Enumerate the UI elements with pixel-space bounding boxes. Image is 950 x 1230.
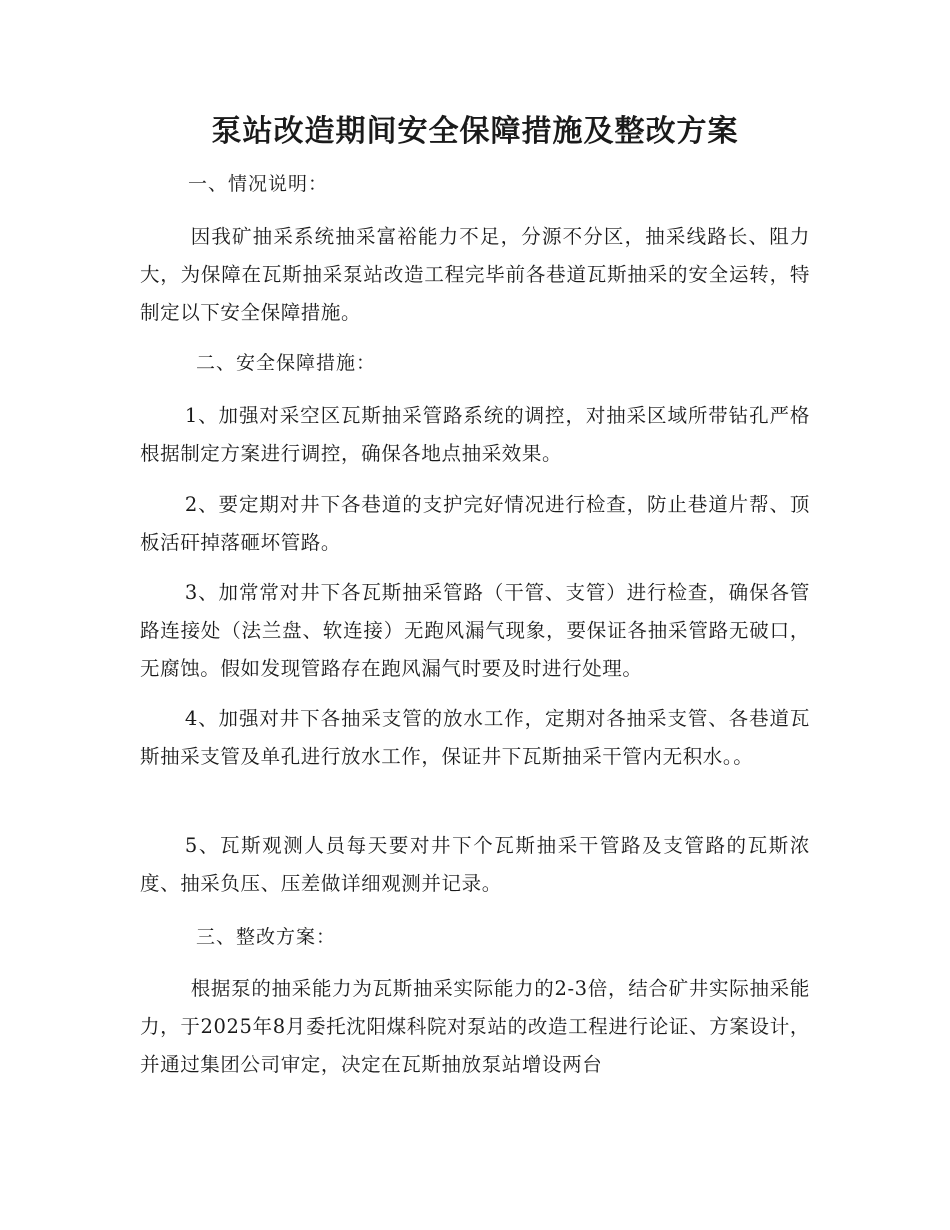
section-heading-situation: 一、情况说明： bbox=[188, 173, 329, 195]
measure-item-4: 4、加强对井下各抽采支管的放水工作，定期对各抽采支管、各巷道瓦斯抽采支管及单孔进行放水工作，保证井下瓦斯抽采干管内无积水。。 bbox=[140, 707, 810, 768]
situation-paragraph: 因我矿抽采系统抽采富裕能力不足，分源不分区，抽采线路长、阻力大，为保障在瓦斯抽采泵站改造工程完毕前各巷道瓦斯抽采的安全运转，特制定以下安全保障措施。 bbox=[140, 225, 810, 324]
rectification-paragraph: 根据泵的抽采能力为瓦斯抽采实际能力的2-3倍，结合矿井实际抽采能力，于2025年8月委托沈阳煤科院对泵站的改造工程进行论证、方案设计，并通过集团公司审定，决定在瓦斯抽放泵站增设两台 bbox=[140, 977, 810, 1076]
measure-item-3: 3、加常常对井下各瓦斯抽采管路（干管、支管）进行检查，确保各管路连接处（法兰盘、软连接）无跑风漏气现象，要保证各抽采管路无破口，无腐蚀。假如发现管路存在跑风漏气时要及时进行处理。 bbox=[140, 581, 810, 680]
measure-item-2: 2、要定期对井下各巷道的支护完好情况进行检查，防止巷道片帮、顶板活矸掉落砸坏管路。 bbox=[140, 493, 810, 554]
section-heading-rectification: 三、整改方案： bbox=[196, 926, 337, 948]
measure-item-5: 5、瓦斯观测人员每天要对井下个瓦斯抽采干管路及支管路的瓦斯浓度、抽采负压、压差做详细观测并记录。 bbox=[140, 834, 810, 895]
document-title: 泵站改造期间安全保障措施及整改方案 bbox=[211, 114, 739, 149]
measure-item-1: 1、加强对采空区瓦斯抽采管路系统的调控，对抽采区域所带钻孔严格根据制定方案进行调控，确保各地点抽采效果。 bbox=[140, 404, 810, 465]
section-heading-measures: 二、安全保障措施： bbox=[196, 352, 377, 374]
